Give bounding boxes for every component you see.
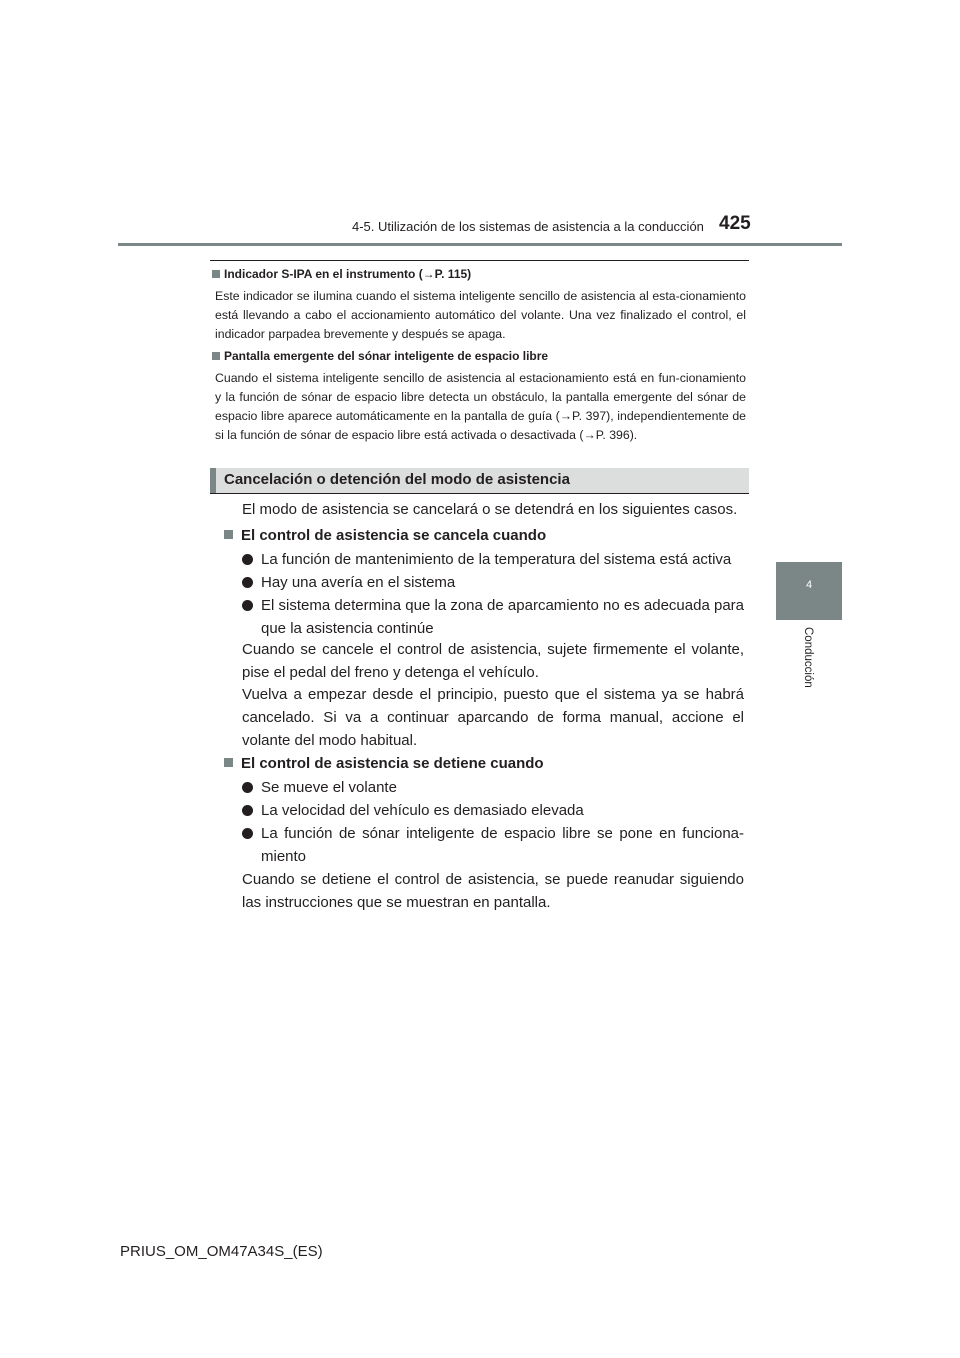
chapter-tab <box>776 562 842 620</box>
chapter-number: 4 <box>805 579 813 591</box>
list-item: Se mueve el volante <box>242 776 744 799</box>
bullet-dot-icon <box>242 805 253 816</box>
paragraph: Vuelva a empezar desde el principio, puesto que el sistema ya se habrá cancelado. Si va a continuar aparcando de forma manual, accione el volante del modo habitual. <box>242 686 744 749</box>
chapter-label: Conducción <box>802 627 814 688</box>
list-item: El sistema determina que la zona de aparcamiento no es adecuada para que la asistencia continúe <box>242 594 744 640</box>
paragraph: Cuando se detiene el control de asistencia, se puede reanudar siguiendo las instrucciones que se muestran en pantalla. <box>242 871 744 911</box>
list-item: La función de sónar inteligente de espacio libre se pone en funciona-miento <box>242 822 744 868</box>
list-item: La velocidad del vehículo es demasiado elevada <box>242 799 744 822</box>
list-item: Hay una avería en el sistema <box>242 571 744 594</box>
section-heading-bar <box>210 468 216 493</box>
square-bullet-icon <box>224 758 233 767</box>
note-indicator <box>212 266 746 344</box>
bullet-dot-icon <box>242 577 253 588</box>
list-item: La función de mantenimiento de la temperatura del sistema está activa <box>242 548 744 571</box>
subheading-stop: El control de asistencia se detiene cuando <box>224 755 544 772</box>
square-bullet-icon <box>224 530 233 539</box>
section-intro: El modo de asistencia se cancelará o se detendrá en los siguientes casos. <box>242 501 738 518</box>
header-rule <box>118 243 842 246</box>
note-title: Pantalla emergente del sónar inteligente de espacio libre <box>212 348 746 364</box>
chapter-label-box <box>777 625 841 715</box>
paragraph: Cuando se cancele el control de asistencia, sujete firmemente el volante, pise el pedal del freno y detenga el vehículo. <box>242 641 744 681</box>
bullet-dot-icon <box>242 782 253 793</box>
square-bullet-icon <box>212 352 220 360</box>
note-title: Indicador S-IPA en el instrumento (→P. 115) <box>212 266 746 282</box>
subheading-cancel: El control de asistencia se cancela cuando <box>224 527 546 544</box>
bullet-dot-icon <box>242 600 253 611</box>
note-body: Cuando el sistema inteligente sencillo de asistencia al estacionamiento está en fun-cionamiento y la función de sónar de espacio libre detecta un obstáculo, la pantalla emergente del sónar de espacio libre aparece automáticamente en la pantalla de guía (→P. 397), independientemente de si la función de sónar de espacio libre está activada o desactivada (→P. 396). <box>215 371 746 442</box>
footer-code: PRIUS_OM_OM47A34S_(ES) <box>120 1243 323 1260</box>
section-heading-title: Cancelación o detención del modo de asistencia <box>224 471 570 488</box>
bullet-dot-icon <box>242 554 253 565</box>
square-bullet-icon <box>212 270 220 278</box>
note-body: Este indicador se ilumina cuando el sistema inteligente sencillo de asistencia al esta-cionamiento está llevando a cabo el accionamiento automático del volante. Una vez finalizado el control, el indicador parpadea brevemente y después se apaga. <box>215 289 746 341</box>
bullet-dot-icon <box>242 828 253 839</box>
section-heading <box>210 468 749 494</box>
note-popup-screen <box>212 348 746 445</box>
header-section-title: 4-5. Utilización de los sistemas de asistencia a la conducción <box>352 219 704 234</box>
content-top-rule <box>210 260 749 261</box>
page-number: 425 <box>719 213 751 234</box>
